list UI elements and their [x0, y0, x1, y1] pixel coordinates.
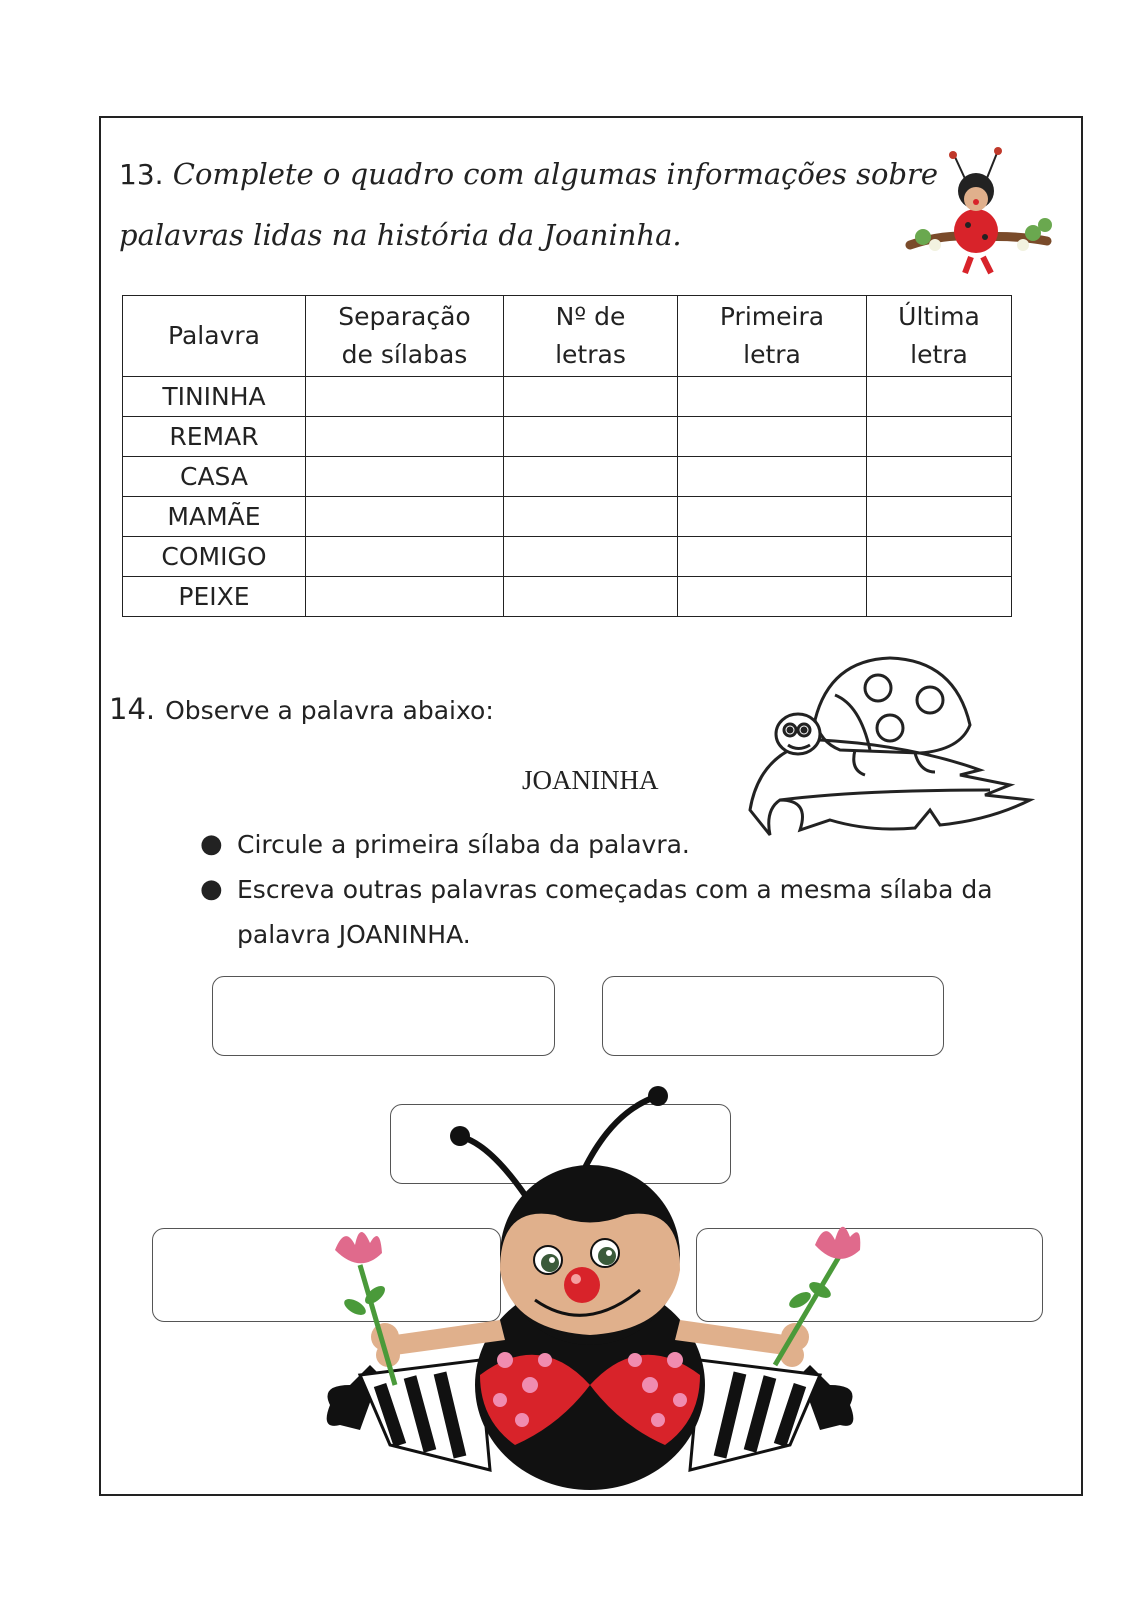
- answer-cell[interactable]: [867, 577, 1012, 617]
- answer-box[interactable]: [212, 976, 555, 1056]
- answer-cell[interactable]: [867, 497, 1012, 537]
- answer-cell[interactable]: [306, 417, 504, 457]
- answer-cell[interactable]: [306, 377, 504, 417]
- word-cell: COMIGO: [123, 537, 306, 577]
- question-13-number: 13.: [119, 158, 164, 191]
- answer-cell[interactable]: [504, 497, 678, 537]
- table-row: [123, 537, 1012, 577]
- instruction-list: [200, 822, 1010, 957]
- answer-cell[interactable]: [678, 577, 867, 617]
- answer-cell[interactable]: [504, 537, 678, 577]
- bullet-icon: ●: [200, 874, 223, 904]
- answer-cell[interactable]: [504, 417, 678, 457]
- answer-cell[interactable]: [867, 417, 1012, 457]
- answer-cell[interactable]: [504, 457, 678, 497]
- table-header-row: [123, 296, 1012, 377]
- answer-cell[interactable]: [678, 457, 867, 497]
- target-word[interactable]: JOANINHA: [522, 765, 659, 795]
- word-cell: PEIXE: [123, 577, 306, 617]
- word-cell: TININHA: [123, 377, 306, 417]
- header-cell: Última letra: [867, 296, 1012, 377]
- question-14: [109, 692, 494, 726]
- header-cell: Separação de sílabas: [306, 296, 504, 377]
- table-row: [123, 497, 1012, 537]
- answer-cell[interactable]: [306, 497, 504, 537]
- answer-cell[interactable]: [867, 537, 1012, 577]
- header-cell: Nº de letras: [504, 296, 678, 377]
- answer-cell[interactable]: [306, 457, 504, 497]
- ladybug-holding-flowers-icon: [300, 1085, 880, 1495]
- question-14-number: 14.: [109, 692, 156, 726]
- answer-cell[interactable]: [678, 417, 867, 457]
- header-cell: Primeira letra: [678, 296, 867, 377]
- ladybug-sitting-icon: [905, 145, 1055, 285]
- answer-cell[interactable]: [504, 577, 678, 617]
- table-row: [123, 457, 1012, 497]
- table-row: [123, 377, 1012, 417]
- table-row: [123, 577, 1012, 617]
- answer-cell[interactable]: [678, 537, 867, 577]
- instruction-text: Escreva outras palavras começadas com a mesma sílaba da palavra JOANINHA.: [237, 875, 993, 949]
- table-row: [123, 417, 1012, 457]
- answer-box[interactable]: [602, 976, 944, 1056]
- answer-cell[interactable]: [306, 537, 504, 577]
- instruction-text: Circule a primeira sílaba da palavra.: [237, 830, 690, 859]
- question-13-text: Complete o quadro com algumas informações sobre: [172, 157, 939, 191]
- question-13-line1: [119, 157, 938, 191]
- list-item: [200, 867, 1010, 957]
- header-cell: Palavra: [123, 296, 306, 377]
- word-cell: REMAR: [123, 417, 306, 457]
- question-14-prompt: Observe a palavra abaixo:: [165, 696, 494, 725]
- word-cell: MAMÃE: [123, 497, 306, 537]
- answer-cell[interactable]: [306, 577, 504, 617]
- answer-cell[interactable]: [504, 377, 678, 417]
- bullet-icon: ●: [200, 829, 223, 859]
- word-cell: CASA: [123, 457, 306, 497]
- answer-cell[interactable]: [867, 457, 1012, 497]
- ladybug-on-leaf-icon: [740, 650, 1040, 850]
- answer-cell[interactable]: [678, 377, 867, 417]
- syllable-table: [122, 295, 1012, 617]
- list-item: [200, 822, 1010, 867]
- question-13-line2: palavras lidas na história da Joaninha.: [119, 218, 682, 252]
- answer-cell[interactable]: [678, 497, 867, 537]
- answer-cell[interactable]: [867, 377, 1012, 417]
